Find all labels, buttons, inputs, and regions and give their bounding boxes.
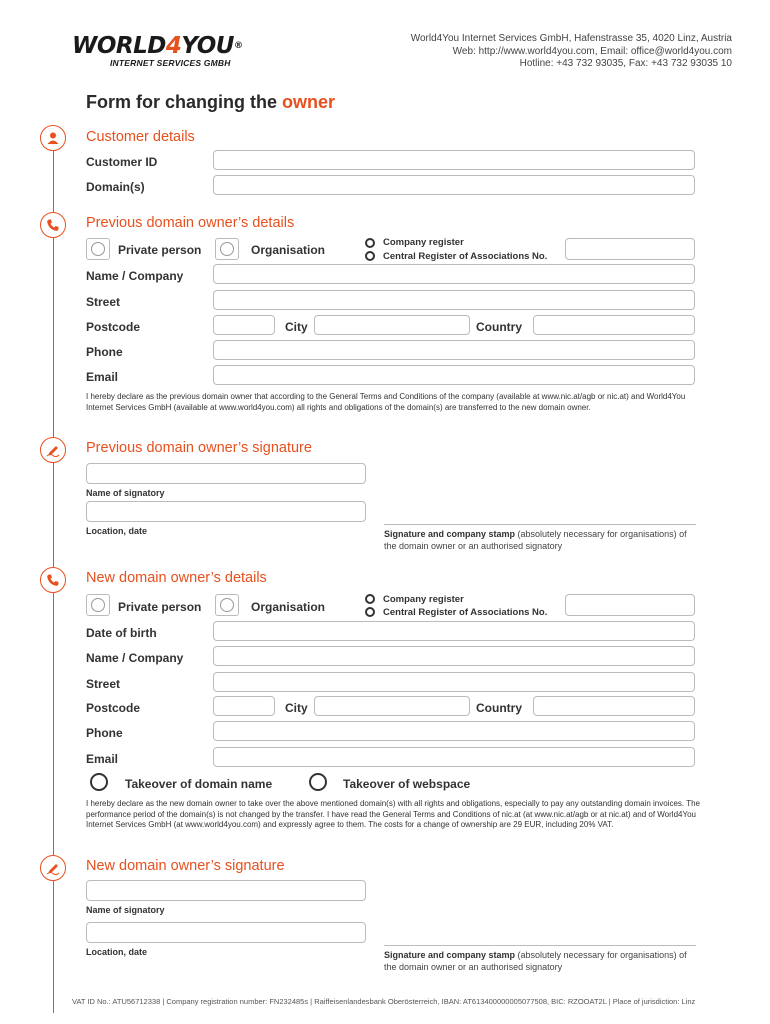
prev-private-radio-box[interactable] [86,238,110,260]
prev-company-register-label: Company register [383,237,464,248]
world4you-logo [72,34,242,68]
contact-address: World4You Internet Services GmbH, Hafenstrasse 35, 4020 Linz, Austria [410,33,732,44]
new-country-input[interactable] [533,696,695,716]
company-contact [411,33,732,71]
new-company-register-label: Company register [383,594,464,605]
takeover-domain-label: Takeover of domain name [125,777,273,791]
new-name-label: Name / Company [86,651,184,665]
logo-word-you: YOU [181,33,234,59]
prev-email-label: Email [86,370,119,384]
logo-registered-mark: ® [233,41,243,51]
new-dob-label: Date of birth [86,626,157,640]
logo-digit-four: 4 [165,33,182,59]
phone-icon [40,567,66,593]
prev-street-input[interactable] [213,290,695,310]
prev-postcode-label: Postcode [86,320,141,334]
section-heading-new-signature: New domain owner’s signature [86,858,285,874]
phone-icon [40,212,66,238]
new-signatory-name-input[interactable] [86,880,366,901]
new-dob-input[interactable] [213,621,695,641]
new-street-input[interactable] [213,672,695,692]
new-country-label: Country [476,701,522,715]
new-private-label: Private person [118,600,202,614]
prev-private-label: Private person [118,243,202,257]
logo-subtitle: INTERNET SERVICES GMBH [110,58,231,68]
prev-postcode-input[interactable] [213,315,275,335]
new-email-input[interactable] [213,747,695,767]
takeover-webspace-radio[interactable] [309,773,327,791]
new-email-label: Email [86,752,119,766]
customer-id-input[interactable] [213,150,695,170]
page-title [86,92,335,113]
prev-org-radio[interactable] [220,242,234,256]
prev-name-input[interactable] [213,264,695,284]
prev-central-register-radio[interactable] [365,251,375,261]
new-phone-input[interactable] [213,721,695,741]
new-company-register-radio[interactable] [365,594,375,604]
prev-street-label: Street [86,295,121,309]
new-street-label: Street [86,677,121,691]
prev-signature-note [384,529,696,552]
footer-legal: VAT ID No.: ATU56712338 | Company registration number: FN232485s | Raiffeisenlandesbank Oberösterreich, IBAN: AT613400000005077508, BIC: RZOOAT2L | Place of jurisdiction: Linz [72,997,696,1006]
prev-stamp-note: (absolutely necessary for organisations) of the domain owner or an authorised signatory [384,529,687,551]
contact-hotline: Hotline: +43 732 93035, Fax: +43 732 93035 10 [519,58,732,69]
section-heading-prev-signature: Previous domain owner’s signature [86,440,312,456]
prev-location-date-label: Location, date [86,526,148,536]
new-central-register-label: Central Register of Associations No. [383,607,548,618]
new-private-radio-box[interactable] [86,594,110,616]
new-postcode-input[interactable] [213,696,275,716]
prev-company-register-radio[interactable] [365,238,375,248]
page-title-text: Form for changing the [86,92,282,112]
new-city-label: City [285,701,308,715]
takeover-domain-radio[interactable] [90,773,108,791]
new-signature-note [384,950,696,973]
prev-signatory-name-input[interactable] [86,463,366,484]
new-name-input[interactable] [213,646,695,666]
domains-label: Domain(s) [86,180,145,194]
prev-country-input[interactable] [533,315,695,335]
new-signature-line[interactable] [384,945,696,946]
new-owner-declaration: I hereby declare as the new domain owner to take over the above mentioned domain(s) with all rights and obligations, especially to pay any outstanding domain invoices. The performance period of the domain(s) is not changed by the transfer. I have read the General Terms and Conditions of nic.at (at www.nic.at/agb or at nic.at) and of World4You Internet Services GmbH (at www.world4you.com) and expressly agree to them. The costs for a change of ownership are 29 EUR, including 20% VAT. [86,799,700,829]
prev-owner-declaration: I hereby declare as the previous domain owner that according to the General Terms and Conditions of the company (available at www.nic.at/agb or nic.at) and World4You Internet Services GmbH (available at www.world4you.com) all rights and obligations of the domain(s) are transferred to the new domain owner. [86,392,686,412]
new-postcode-label: Postcode [86,701,141,715]
prev-phone-input[interactable] [213,340,695,360]
new-phone-label: Phone [86,726,123,740]
contact-web-email: Web: http://www.world4you.com, Email: office@world4you.com [452,45,732,57]
prev-name-label: Name / Company [86,269,184,283]
signature-pen-icon [40,855,66,881]
prev-register-number-input[interactable] [565,238,695,260]
prev-location-date-input[interactable] [86,501,366,522]
person-icon [40,125,66,151]
section-heading-customer: Customer details [86,129,195,145]
prev-org-radio-box[interactable] [215,238,239,260]
new-stamp-note: (absolutely necessary for organisations) of the domain owner or an authorised signatory [384,950,687,972]
logo-word-world: WORLD [72,33,166,59]
prev-private-radio[interactable] [91,242,105,256]
signature-pen-icon [40,437,66,463]
new-stamp-bold: Signature and company stamp [384,950,516,960]
customer-id-label: Customer ID [86,155,158,169]
prev-signature-line[interactable] [384,524,696,525]
new-org-radio[interactable] [220,598,234,612]
new-city-input[interactable] [314,696,470,716]
new-register-number-input[interactable] [565,594,695,616]
prev-city-input[interactable] [314,315,470,335]
new-central-register-radio[interactable] [365,607,375,617]
prev-city-label: City [285,320,308,334]
prev-signatory-name-label: Name of signatory [86,488,165,498]
new-org-radio-box[interactable] [215,594,239,616]
takeover-webspace-label: Takeover of webspace [343,777,471,791]
prev-phone-label: Phone [86,345,123,359]
section-heading-prev-owner: Previous domain owner’s details [86,215,295,231]
prev-org-label: Organisation [251,243,326,257]
new-location-date-input[interactable] [86,922,366,943]
prev-country-label: Country [476,320,522,334]
new-signatory-name-label: Name of signatory [86,905,165,915]
prev-central-register-label: Central Register of Associations No. [383,251,548,262]
section-heading-new-owner: New domain owner’s details [86,570,267,586]
new-private-radio[interactable] [91,598,105,612]
new-org-label: Organisation [251,600,326,614]
domains-input[interactable] [213,175,695,195]
page-title-accent: owner [282,92,336,112]
prev-stamp-bold: Signature and company stamp [384,529,516,539]
prev-email-input[interactable] [213,365,695,385]
new-location-date-label: Location, date [86,947,148,957]
